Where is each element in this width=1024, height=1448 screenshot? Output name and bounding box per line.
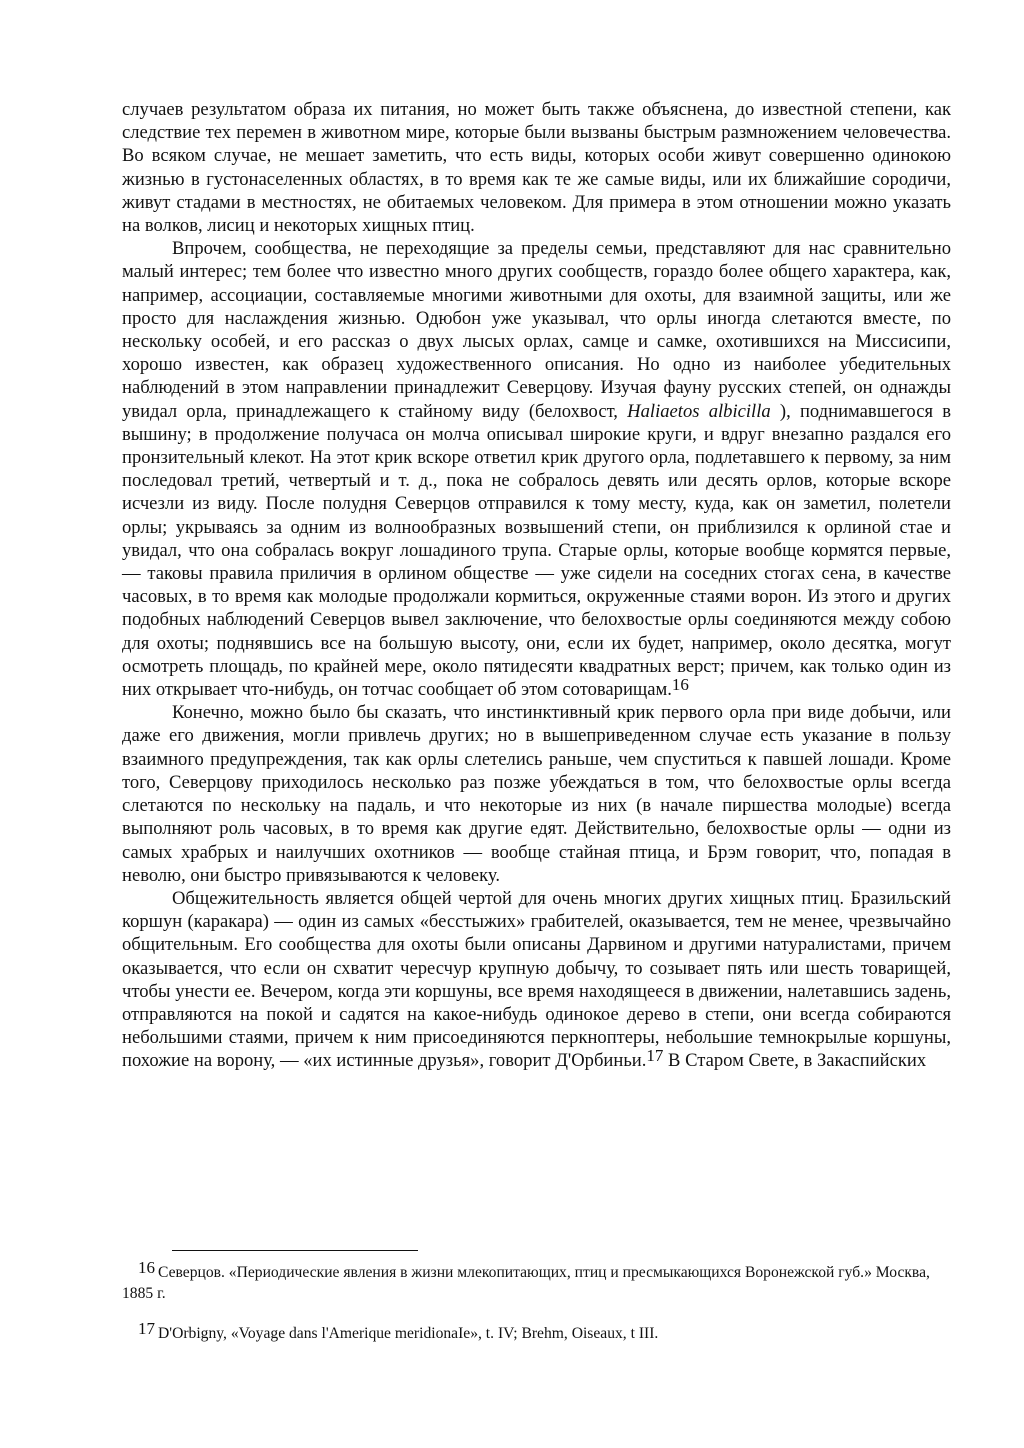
paragraph-3: Конечно, можно было бы сказать, что инстинктивный крик первого орла при виде добычи, или даже его движения, могли привлечь других; но в вышеприведенном случае есть указание в пользу взаимного предупреждения, так как орлы слетелись раньше, чем спуститься к павшей лошади. Кроме того, Северцову приходилось несколько раз позже убеждаться в том, что белохвостые орлы всегда слетаются по нескольку на падаль, и что некоторые из них (в начале пиршества молодые) всегда выполняют роль часовых, в то время как другие едят. Действительно, белохвостые орлы — одни из самых храбрых и наилучших охотников — вообще стайная птица, и Брэм говорит, что, попадая в неволю, они быстро привязываются к человеку.	[122, 702, 951, 886]
footnote-text: D'Orbigny, «Voyage dans l'Amerique meridionaIe», t. IV; Brehm, Oiseaux, t III.	[158, 1325, 659, 1342]
paragraph-4	[122, 887, 951, 1073]
footnote-number: 17	[138, 1319, 155, 1338]
paragraph-2-text-b: ), поднимавшегося в вышину; в продолжение получаса он молча описывал широкие круги, и вдруг внезапно раздался его пронзительный клекот. На этот крик вскоре ответил крик другого орла, подлетавшего к первому, за ним последовал третий, четвертый и т. д., пока не собралось девять или десять орлов, которые вскоре исчезли из виду. После полудня Северцов отправился к тому месту, куда, как он заметил, полетели орлы; укрываясь за одним из волнообразных возвышений степи, он приблизился к орлиной стае и увидал, что она собралась вокруг лошадиного трупа. Старые орлы, которые вообще кормятся первые, — таковы правила приличия в орлином обществе — уже сидели на соседних стогах сена, в качестве часовых, в то время как молодые продолжали кормиться, окруженные стаями ворон. Из этого и других подобных наблюдений Северцов вывел заключение, что белохвостые орлы соединяются между собою для охоты; поднявшись все на большую высоту, они, если их будет, например, около десятка, могут осмотреть площадь, по крайней мере, около пятидесяти квадратных верст; причем, как только один из них открывает что-нибудь, он тотчас сообщает об этом сотоварищам.	[122, 400, 951, 701]
footnote-ref-17[interactable]: 17	[646, 1046, 664, 1066]
footnote-ref-16[interactable]: 16	[671, 675, 689, 695]
paragraph-4-text-b: В Старом Свете, в Закаспийских	[663, 1050, 927, 1072]
footnote-separator	[172, 1250, 418, 1251]
footnote-17	[122, 1319, 951, 1345]
footnote-text: Северцов. «Периодические явления в жизни млекопитающих, птиц и пресмыкающихся Воронежской губ.» Москва, 1885 г.	[122, 1264, 930, 1302]
footnotes	[122, 1258, 951, 1345]
paragraph-2	[122, 237, 951, 701]
latin-species-name: Haliaetos albicilla	[627, 400, 771, 422]
paragraph-2-text-a: Впрочем, сообщества, не переходящие за пределы семьи, представляют для нас сравнительно малый интерес; тем более что известно много других сообществ, гораздо более общего характера, как, например, ассоциации, составляемые многими животными для охоты, для взаимной защиты, или же просто для наслаждения жизнью. Одюбон уже указывал, что орлы иногда слетаются вместе, по нескольку особей, и его рассказ о двух лысых орлах, самце и самке, охотившихся на Миссисипи, хорошо известен, как образец художественного описания. Но одно из наиболее убедительных наблюдений в этом направлении принадлежит Северцову. Изучая фауну русских степей, он однажды увидал орла, принадлежащего к стайному виду (белохвост,	[122, 238, 951, 422]
main-text	[122, 98, 951, 1073]
paragraph-4-text-a: Общежительность является общей чертой для очень многих других хищных птиц. Бразильский коршун (каракара) — один из самых «бесстыжих» грабителей, оказывается, тем не менее, чрезвычайно общительным. Его сообщества для охоты были описаны Дарвином и другими натуралистами, причем оказывается, что если он схватит чересчур крупную добычу, то созывает пять или шесть товарищей, чтобы унести ее. Вечером, когда эти коршуны, все время находящееся в движении, налетавшись задень, отправляются на покой и садятся на какое-нибудь одинокое дерево в степи, они всегда собираются небольшими стаями, причем к ним присоединяются перкноптеры, небольшие темнокрылые коршуны, похожие на ворону, — «их истинные друзья», говорит Д'Орбиньи.	[122, 887, 951, 1072]
footnote-16	[122, 1258, 951, 1304]
footnote-number: 16	[138, 1258, 155, 1277]
paragraph-1: случаев результатом образа их питания, но может быть также объяснена, до известной степени, как следствие тех перемен в животном мире, которые были вызваны быстрым размножением человечества. Во всяком случае, не мешает заметить, что есть виды, которых особи живут совершенно одинокою жизнью в густонаселенных областях, в то время как те же самые виды, или их ближайшие сородичи, живут стадами в местностях, не обитаемых человеком. Для примера в этом отношении можно указать на волков, лисиц и некоторых хищных птиц.	[122, 99, 951, 237]
